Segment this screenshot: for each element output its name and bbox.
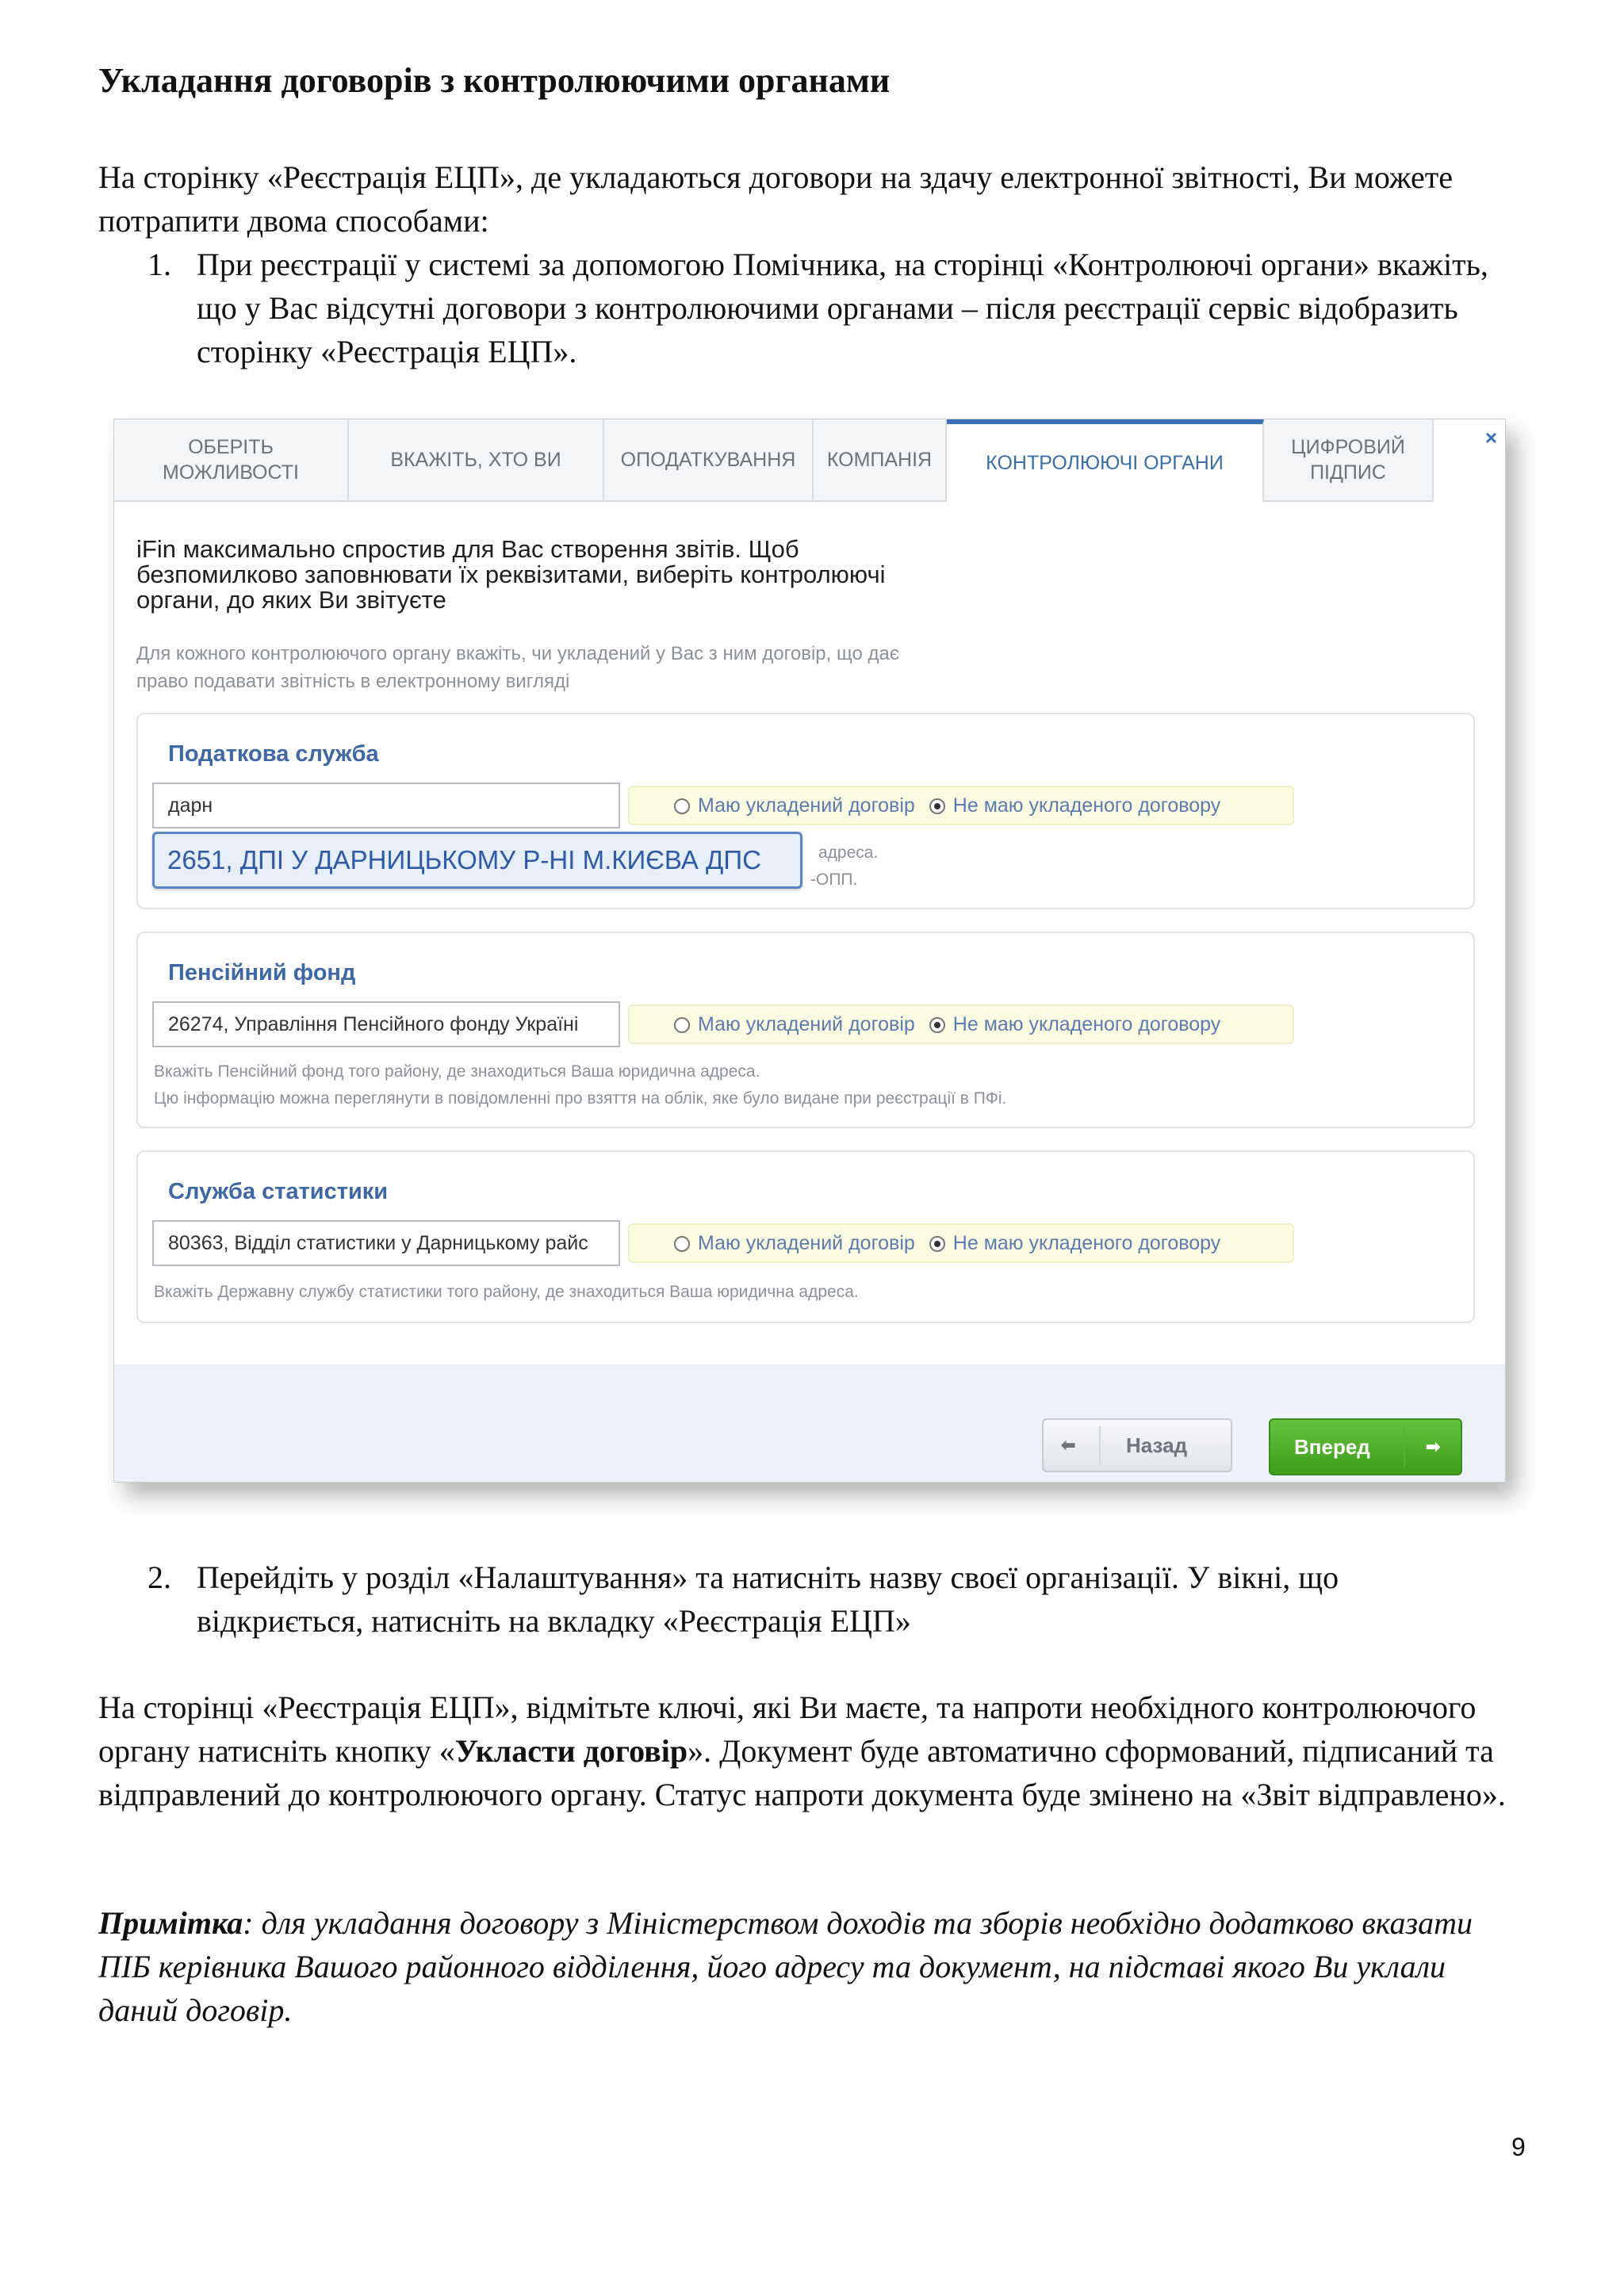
tab-who-are-you[interactable]: ВКАЖІТЬ, ХТО ВИ (349, 419, 604, 502)
intro-paragraph (98, 155, 1526, 243)
arrow-right-icon: ➡ (1426, 1437, 1441, 1456)
list-item-2 (147, 1556, 1496, 1643)
wizard-tabs (114, 419, 1505, 502)
tax-service-input[interactable]: дарн (152, 783, 620, 828)
page-title: Укладання договорів з контролюючими органами (98, 61, 891, 100)
wizard-hint: Для кожного контролюючого органу вкажіть, чи укладений у Вас з ним договір, що дає право подавати звітність в електронному вигляді (136, 643, 900, 692)
list-number-1: 1. (147, 247, 171, 282)
section-statistics (136, 1150, 1475, 1323)
pension-fund-title: Пенсійний фонд (168, 960, 356, 985)
radio-has-contract[interactable] (674, 798, 690, 814)
list-number-2: 2. (147, 1559, 171, 1595)
note-label: Примітка (98, 1905, 243, 1941)
list-text-1: При реєстрації у системі за допомогою Помічника, на сторінці «Контролюючі органи» вкажіть, що у Вас відсутні договори з контролюючими органами – після реєстрації сервіс відобразить сторінку «Реєстрація ЕЦП». (197, 247, 1488, 369)
sign-contract-label: Укласти договір (454, 1733, 688, 1769)
statistics-contract-radio-group: Маю укладений договір Не маю укладеного договору (628, 1223, 1294, 1263)
wizard-screenshot (113, 419, 1506, 1483)
section-pension-fund (136, 932, 1475, 1128)
radio-no-contract[interactable] (929, 798, 945, 814)
next-button[interactable] (1269, 1418, 1462, 1475)
tab-taxation[interactable]: ОПОДАТКУВАННЯ (604, 419, 814, 502)
radio-no-contract[interactable] (929, 1236, 945, 1252)
pension-note-1: Вкажіть Пенсійний фонд того району, де знаходиться Ваша юридична адреса. (154, 1062, 760, 1081)
close-icon[interactable]: × (1484, 426, 1497, 450)
statistics-input[interactable]: 80363, Відділ статистики у Дарницькому райс (152, 1220, 620, 1266)
back-button-label: Назад (1126, 1433, 1188, 1457)
wizard-intro: iFin максимально спростив для Вас створення звітів. Щоб безпомилково заповнювати їх реквізитами, виберіть контролюючі органи, до яких Ви звітуєте (136, 535, 886, 614)
statistics-title: Служба статистики (168, 1179, 389, 1204)
tab-choose-options[interactable]: ОБЕРІТЬ МОЖЛИВОСТІ (114, 419, 349, 502)
intro-line-2: потрапити двома способами: (98, 203, 489, 239)
arrow-left-icon: ⬅ (1061, 1435, 1076, 1455)
list-text-2: Перейдіть у розділ «Налаштування» та натисніть назву своєї організації. У вікні, що відкриється, натисніть на вкладку «Реєстрація ЕЦП» (197, 1559, 1339, 1639)
pension-contract-radio-group: Маю укладений договір Не маю укладеного договору (628, 1004, 1294, 1044)
statistics-note-1: Вкажіть Державну службу статистики того району, де знаходиться Ваша юридична адреса. (154, 1283, 859, 1301)
pension-note-2: Цю інформацію можна переглянути в повідомленні про взяття на облік, яке було видане при реєстрації в ПФі. (154, 1089, 1007, 1108)
pension-fund-input[interactable]: 26274, Управління Пенсійного фонду Україні (152, 1001, 620, 1047)
tab-digital-signature[interactable]: ЦИФРОВИЙ ПІДПИС (1264, 419, 1434, 502)
radio-has-contract[interactable] (674, 1236, 690, 1252)
signing-paragraph (98, 1686, 1526, 1816)
autocomplete-suggestion[interactable]: 2651, ДПІ У ДАРНИЦЬКОМУ Р-НІ М.КИЄВА ДПС (152, 832, 802, 889)
signing-text-end: ». Документ буде автоматично сформований, підписаний та відправлений до контролюючого органу. Статус напроти документа буде змінено на «Звіт відправлено». (98, 1733, 1506, 1812)
signing-text-start: На сторінці «Реєстрація ЕЦП», відмітьте ключі, які Ви маєте, та напроти необхідного контролюючого органу натисніть кнопку « (98, 1689, 1477, 1769)
intro-line-1: На сторінку «Реєстрація ЕЦП», де укладаються договори на здачу електронної звітності, Ви можете (98, 159, 1454, 195)
tax-note-tail-1: адреса. (818, 844, 879, 862)
radio-no-contract[interactable] (929, 1017, 945, 1033)
tax-service-title: Податкова служба (168, 741, 379, 767)
tax-contract-radio-group: Маю укладений договір Не маю укладеного договору (628, 786, 1294, 825)
note-text: : для укладання договору з Міністерством доходів та зборів необхідно додатково вказати ПІБ керівника Вашого районного відділення, його адресу та документ, на підставі якого Ви уклали даний договір. (98, 1905, 1473, 2028)
tax-note-tail-2: -ОПП. (810, 871, 858, 889)
radio-has-contract[interactable] (674, 1017, 690, 1033)
next-button-label: Вперед (1294, 1435, 1370, 1459)
tab-control-bodies[interactable]: КОНТРОЛЮЮЧІ ОРГАНИ (947, 419, 1264, 502)
page-number: 9 (1511, 2133, 1526, 2161)
note-paragraph (98, 1901, 1526, 2032)
tab-company[interactable]: КОМПАНІЯ (814, 419, 947, 502)
list-item-1 (147, 243, 1496, 373)
back-button[interactable] (1042, 1418, 1232, 1472)
